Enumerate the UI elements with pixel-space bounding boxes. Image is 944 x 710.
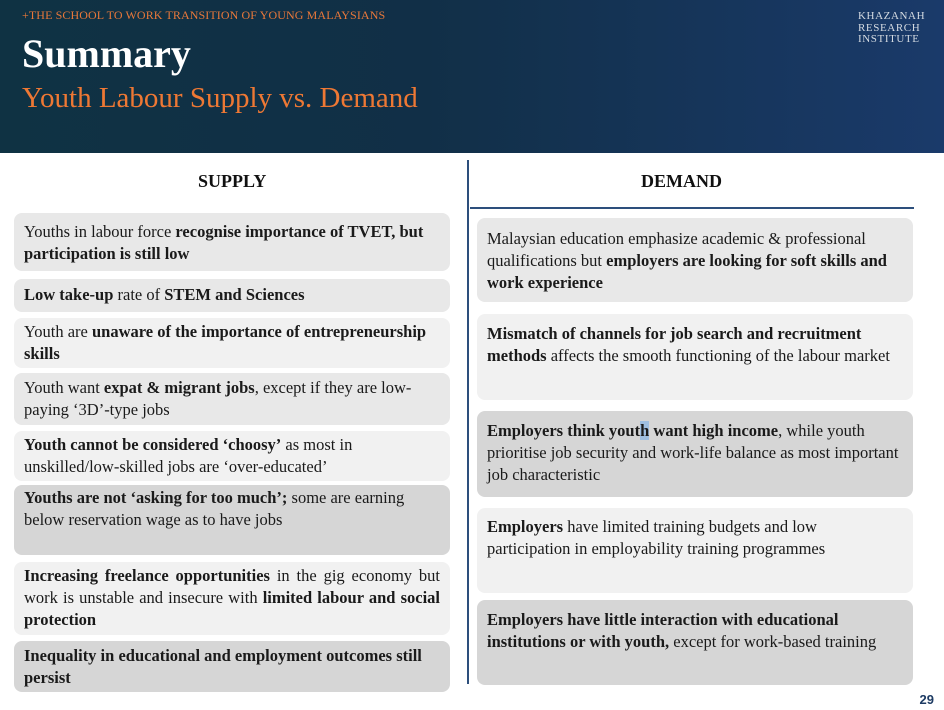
supply-card: [14, 562, 450, 635]
column-divider: [467, 160, 469, 684]
card-text: in the gig economy but work is unstable and insecure with: [24, 566, 440, 607]
card-text: Youth are: [24, 322, 92, 341]
supply-card: [14, 373, 450, 425]
supply-card: [14, 431, 450, 481]
card-text: , while youth prioritise job security and work-life balance as most important job characteristic: [487, 421, 899, 484]
card-bold-text: recognise importance of TVET, but participation is still low: [24, 222, 424, 263]
logo-line: KHAZANAH: [858, 10, 926, 22]
card-text: have limited training budgets and low participation in employability training programmes: [487, 517, 826, 558]
demand-heading-rule: [470, 207, 914, 209]
supply-heading: SUPPLY: [198, 171, 267, 191]
card-text: Youth want: [24, 378, 104, 397]
card-text: Youths in labour force: [24, 222, 176, 241]
card-bold-text: STEM and Sciences: [164, 285, 305, 304]
card-bold-text: unaware of the importance of entrepreneurship skills: [24, 322, 427, 363]
card-text: , except if they are low-paying ‘3D’-type jobs: [24, 378, 412, 419]
card-bold-text: Employers: [487, 517, 564, 536]
card-bold-text: Employers have little interaction with educational institutions or with youth,: [487, 610, 839, 651]
card-bold-text: employers are looking for soft skills and work experience: [487, 251, 887, 292]
card-text: as most in unskilled/low-skilled jobs are ‘over-educated’: [24, 435, 353, 476]
demand-card: [477, 508, 913, 593]
supply-card: [14, 318, 450, 368]
card-text: rate of: [113, 285, 165, 304]
logo-line: RESEARCH: [858, 21, 921, 34]
card-bold-text: Increasing freelance opportunities: [24, 566, 270, 585]
demand-card: [477, 600, 913, 685]
demand-card: [477, 314, 913, 400]
demand-heading: DEMAND: [641, 171, 722, 191]
supply-card: [14, 485, 450, 555]
logo-line: INSTITUTE: [858, 33, 920, 45]
text-selection-highlight: h: [640, 421, 650, 440]
card-bold-text: Mismatch of channels for job search and recruitment methods: [487, 324, 862, 365]
supply-card: [14, 279, 450, 312]
card-text: Malaysian education emphasize academic & professional qualifications but: [487, 229, 866, 270]
card-text: some are earning below reservation wage as to have jobs: [24, 488, 405, 529]
card-bold-text: limited labour and social protection: [24, 588, 440, 629]
card-bold-text: Inequality in educational and employment outcomes still persist: [24, 646, 422, 687]
card-bold-text: Youths are not ‘asking for too much’;: [24, 488, 288, 507]
card-bold-text: want high income: [649, 421, 779, 440]
card-bold-text: Youth cannot be considered ‘choosy’: [24, 435, 282, 454]
page-title: Summary: [22, 31, 191, 76]
card-bold-text: expat & migrant jobs: [103, 378, 255, 397]
demand-card: [477, 218, 913, 302]
card-bold-text: Employers think yout: [487, 421, 641, 440]
card-bold-text: Low take-up: [24, 285, 114, 304]
page-number: 29: [919, 692, 934, 707]
demand-card: [477, 411, 913, 497]
page-subtitle: Youth Labour Supply vs. Demand: [22, 82, 418, 114]
supply-card: [14, 213, 450, 271]
supply-card: [14, 641, 450, 692]
card-text: except for work-based training: [669, 632, 877, 651]
khazanah-logo: [858, 11, 938, 46]
header-banner: [0, 0, 944, 153]
card-text: affects the smooth functioning of the labour market: [546, 346, 890, 365]
report-kicker: +THE SCHOOL TO WORK TRANSITION OF YOUNG MALAYSIANS: [22, 8, 386, 22]
